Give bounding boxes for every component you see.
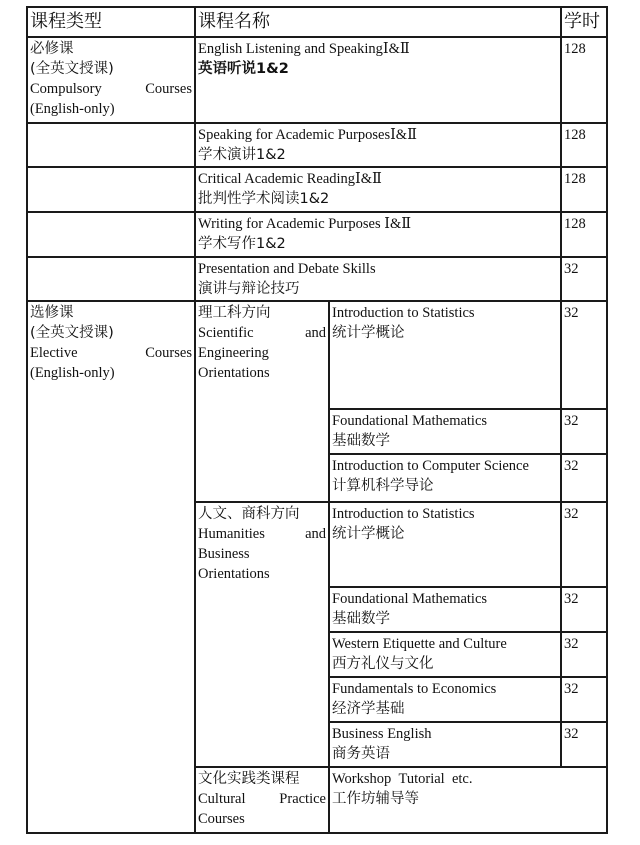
course-en: Business English [332, 726, 432, 742]
course-en: Fundamentals to Economics [332, 681, 497, 697]
orientation-en-3: Orientations [198, 566, 270, 582]
course-cell [195, 257, 561, 301]
course-cn: 西方礼仪与文化 [332, 656, 434, 672]
category-en: Compulsory Courses [30, 81, 192, 97]
course-en: English Listening and SpeakingⅠ&Ⅱ [198, 41, 410, 57]
orientation-en: Humanities and [198, 526, 326, 542]
hours-cell: 32 [561, 722, 607, 767]
category-compulsory [27, 37, 195, 123]
course-cn: 英语听说1&2 [198, 61, 289, 77]
course-cn: 工作坊辅导等 [332, 791, 419, 807]
course-en: Introduction to Statistics [332, 506, 475, 522]
orientation-humanities [195, 502, 329, 767]
course-cell [195, 167, 561, 212]
course-cell [329, 454, 561, 502]
orientation-en: Scientific and [198, 325, 326, 341]
orientation-cn: 人文、商科方向 [198, 506, 300, 522]
header-course-type: 课程类型 [27, 7, 195, 37]
orientation-en-2: Engineering [198, 345, 269, 361]
table-row [27, 212, 607, 257]
course-cell [329, 767, 607, 833]
category-cn: 必修课 [30, 41, 74, 57]
course-cn: 批判性学术阅读1&2 [198, 191, 330, 207]
course-cn: 计算机科学导论 [332, 478, 434, 494]
course-en: Foundational Mathematics [332, 591, 488, 607]
hours-cell: 128 [561, 37, 607, 123]
hours-cell: 32 [561, 677, 607, 722]
course-en: Critical Academic ReadingⅠ&Ⅱ [198, 171, 382, 187]
header-row [27, 7, 607, 37]
course-cn: 经济学基础 [332, 701, 405, 717]
orientation-scientific [195, 301, 329, 502]
course-cell [329, 677, 561, 722]
course-en: Presentation and Debate Skills [198, 261, 376, 277]
course-cell [195, 37, 561, 123]
course-cell [329, 587, 561, 632]
hours-cell: 128 [561, 167, 607, 212]
course-cn: 商务英语 [332, 746, 390, 762]
table-row [27, 257, 607, 301]
hours-cell: 32 [561, 301, 607, 409]
course-cell [329, 632, 561, 677]
course-cn: 学术写作1&2 [198, 236, 286, 252]
course-cn: 基础数学 [332, 433, 390, 449]
curriculum-table [26, 6, 608, 834]
hours-cell: 128 [561, 212, 607, 257]
course-cn: 学术演讲1&2 [198, 147, 286, 163]
course-cell [329, 301, 561, 409]
category-elective [27, 301, 195, 833]
category-cn: 选修课 [30, 305, 74, 321]
course-en: Introduction to Statistics [332, 305, 475, 321]
table-row [27, 37, 607, 123]
category-en-2: Courses [198, 811, 245, 827]
empty-category-cell [27, 123, 195, 167]
course-en: Speaking for Academic PurposesⅠ&Ⅱ [198, 127, 417, 143]
table-row [27, 301, 607, 409]
course-en: Workshop Tutorial etc. [332, 771, 473, 787]
category-note: (全英文授课) [30, 325, 114, 341]
category-cn: 文化实践类课程 [198, 771, 300, 787]
header-course-name: 课程名称 [195, 7, 561, 37]
course-cn: 统计学概论 [332, 526, 405, 542]
course-en: Foundational Mathematics [332, 413, 488, 429]
category-cultural [195, 767, 329, 833]
course-cell [195, 212, 561, 257]
empty-category-cell [27, 212, 195, 257]
hours-cell: 32 [561, 632, 607, 677]
course-cell [329, 409, 561, 454]
course-cell [329, 502, 561, 587]
hours-cell: 32 [561, 502, 607, 587]
course-en: Western Etiquette and Culture [332, 636, 507, 652]
hours-cell: 32 [561, 409, 607, 454]
orientation-en-3: Orientations [198, 365, 270, 381]
course-cell [195, 123, 561, 167]
header-hours: 学时 [561, 7, 607, 37]
course-cn: 统计学概论 [332, 325, 405, 341]
category-en-note: (English-only) [30, 365, 115, 381]
course-cn: 基础数学 [332, 611, 390, 627]
empty-category-cell [27, 257, 195, 301]
hours-cell: 32 [561, 257, 607, 301]
orientation-en-2: Business [198, 546, 250, 562]
table-row [27, 123, 607, 167]
orientation-cn: 理工科方向 [198, 305, 271, 321]
category-en-note: (English-only) [30, 101, 115, 117]
empty-category-cell [27, 167, 195, 212]
hours-cell: 32 [561, 454, 607, 502]
table-row [27, 167, 607, 212]
hours-cell: 128 [561, 123, 607, 167]
course-en: Introduction to Computer Science [332, 458, 529, 474]
category-en: Cultural Practice [198, 791, 326, 807]
category-note: (全英文授课) [30, 61, 114, 77]
hours-cell: 32 [561, 587, 607, 632]
category-en: Elective Courses [30, 345, 192, 361]
course-cn: 演讲与辩论技巧 [198, 281, 300, 297]
course-cell [329, 722, 561, 767]
course-en: Writing for Academic Purposes Ⅰ&Ⅱ [198, 216, 412, 232]
